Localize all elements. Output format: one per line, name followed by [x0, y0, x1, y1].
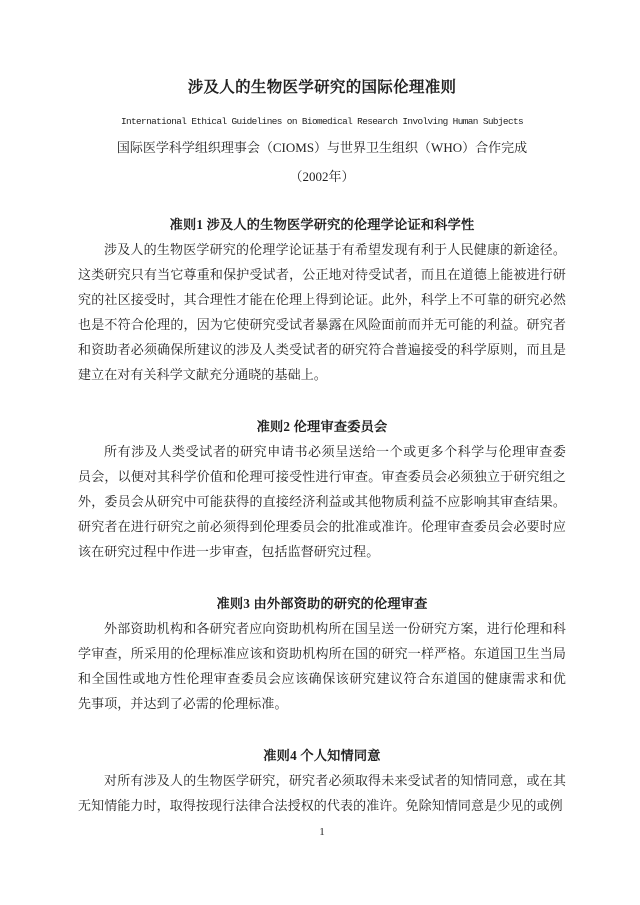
body-line: 无知情能力时，取得按现行法律合法授权的代表的准许。免除知情同意是少见的或例	[78, 798, 563, 813]
document-body	[78, 212, 566, 818]
body-line: 学审查，所采用的伦理标准应该和资助机构所在国的研究一样严格。东道国卫生当局	[78, 646, 566, 661]
guideline-section	[78, 591, 566, 716]
body-line: 建立在对有关科学文献充分通晓的基础上。	[78, 367, 327, 382]
section-heading: 准则4 个人知情同意	[263, 748, 381, 763]
section-heading: 准则1 涉及人的生物医学研究的伦理学论证和科学性	[169, 217, 475, 232]
document-year-line: （2002年）	[289, 169, 355, 184]
guideline-section	[78, 212, 566, 387]
document-title: 涉及人的生物医学研究的国际伦理准则	[187, 79, 457, 96]
body-line: 该在研究过程中作进一步审查，包括监督研究过程。	[78, 544, 380, 559]
guideline-section	[78, 414, 566, 564]
body-line: 研究者在进行研究之前必须得到伦理委员会的批准或准许。伦理审查委员会必要时应	[78, 519, 566, 534]
body-line: 先事项，并达到了必需的伦理标准。	[78, 696, 288, 711]
body-line: 也是不符合伦理的，因为它使研究受试者暴露在风险面前而并无可能的利益。研究者	[78, 317, 566, 332]
body-line: 对所有涉及人的生物医学研究，研究者必须取得未来受试者的知情同意，或在其	[104, 773, 566, 788]
body-line: 所有涉及人类受试者的研究申请书必须呈送给一个或更多个科学与伦理审查委	[104, 444, 566, 459]
body-line: 涉及人的生物医学研究的伦理学论证基于有希望发现有利于人民健康的新途径。	[104, 242, 566, 257]
section-heading: 准则3 由外部资助的研究的伦理审查	[216, 596, 428, 611]
document-subtitle-english: International Ethical Guidelines on Biomedical Research Involving Human Subjects	[120, 116, 524, 127]
page-footer	[78, 825, 566, 839]
body-line: 这类研究只有当它尊重和保护受试者，公正地对待受试者，而且在道德上能被进行研	[78, 267, 566, 282]
body-line: 外，委员会从研究中可能获得的直接经济利益或其他物质利益不应影响其审查结果。	[78, 494, 566, 509]
body-line: 员会，以便对其科学价值和伦理可接受性进行审查。审查委员会必须独立于研究组之	[78, 469, 566, 484]
body-line: 究的社区接受时，其合理性才能在伦理上得到论证。此外，科学上不可靠的研究必然	[78, 292, 566, 307]
page-number: 1	[319, 826, 325, 838]
body-line: 和资助者必须确保所建议的涉及人类受试者的研究符合普遍接受的科学原则，而且是	[78, 342, 566, 357]
page-content	[78, 0, 566, 839]
body-line: 外部资助机构和各研究者应向资助机构所在国呈送一份研究方案，进行伦理和科	[104, 621, 566, 636]
document-header	[78, 0, 566, 185]
body-line: 和全国性或地方性伦理审查委员会应该确保该研究建议符合东道国的健康需求和优	[78, 671, 566, 686]
section-heading: 准则2 伦理审查委员会	[256, 419, 388, 434]
document-byline: 国际医学科学组织理事会（CIOMS）与世界卫生组织（WHO）合作完成	[116, 140, 528, 155]
guideline-section	[78, 743, 566, 818]
